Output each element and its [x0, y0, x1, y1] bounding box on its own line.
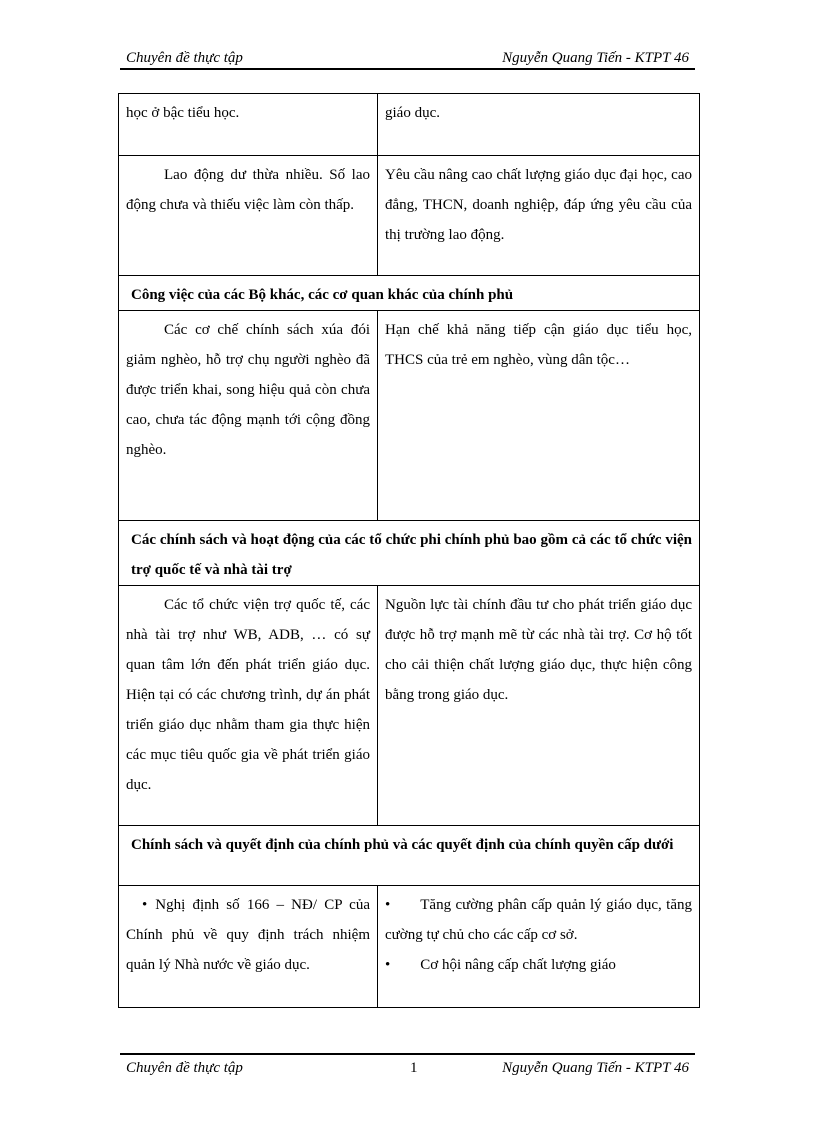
- section-heading: Công việc của các Bộ khác, các cơ quan khác của chính phủ: [119, 276, 700, 311]
- table-cell: Nguồn lực tài chính đầu tư cho phát triển giáo dục được hỗ trợ mạnh mẽ từ các nhà tài trợ. Cơ hộ tốt cho cải thiện chất lượng giáo dục, thực hiện công bằng trong giáo dục.: [378, 586, 700, 826]
- bullet-icon: •: [385, 957, 391, 973]
- section-heading-row: [119, 521, 700, 586]
- table-cell: giáo dục.: [378, 94, 700, 156]
- table-row: [119, 156, 700, 276]
- page-header: [120, 48, 695, 70]
- footer-right-text: Nguyễn Quang Tiến - KTPT 46: [502, 1060, 689, 1076]
- list-item: [385, 950, 692, 980]
- table-cell: học ở bậc tiểu học.: [119, 94, 378, 156]
- bullet-icon: •: [385, 897, 391, 913]
- list-item: [385, 890, 692, 950]
- table-cell: Lao động dư thừa nhiều. Số lao động chưa và thiếu việc làm còn thấp.: [119, 156, 378, 276]
- table-cell: [119, 886, 378, 1008]
- table-row: [119, 586, 700, 826]
- header-left-text: Chuyên đề thực tập: [126, 50, 243, 66]
- header-right-text: Nguyễn Quang Tiến - KTPT 46: [502, 50, 689, 66]
- section-heading-row: [119, 276, 700, 311]
- section-heading: Các chính sách và hoạt động của các tổ chức phi chính phủ bao gồm cả các tổ chức viện trợ quốc tế và nhà tài trợ: [119, 521, 700, 586]
- list-item-text: Tăng cường phân cấp quản lý giáo dục, tăng cường tự chủ cho các cấp cơ sở.: [385, 897, 692, 943]
- page-footer: [120, 1053, 695, 1081]
- section-heading-row: [119, 826, 700, 886]
- table-cell: Các tổ chức viện trợ quốc tế, các nhà tài trợ như WB, ADB, … có sự quan tâm lớn đến phát triển giáo dục. Hiện tại có các chương trình, dự án phát triển giáo dục nhằm tham gia thực hiện các mục tiêu quốc gia về phát triển giáo dục.: [119, 586, 378, 826]
- table-cell: [378, 886, 700, 1008]
- list-item-text: Nghị định số 166 – NĐ/ CP của Chính phủ về quy định trách nhiệm quản lý Nhà nước về giáo dục.: [126, 897, 370, 973]
- table-row: [119, 886, 700, 1008]
- table-row: [119, 94, 700, 156]
- table-cell: Hạn chế khả năng tiếp cận giáo dục tiểu học, THCS của trẻ em nghèo, vùng dân tộc…: [378, 311, 700, 521]
- analysis-table: [118, 93, 700, 1008]
- section-heading: Chính sách và quyết định của chính phủ và các quyết định của chính quyền cấp dưới: [119, 826, 700, 886]
- table-row: [119, 311, 700, 521]
- table-cell: Yêu cầu nâng cao chất lượng giáo dục đại học, cao đẳng, THCN, doanh nghiệp, đáp ứng yêu cầu của thị trường lao động.: [378, 156, 700, 276]
- table-cell: Các cơ chế chính sách xúa đói giảm nghèo, hỗ trợ chụ người nghèo đã được triển khai, song hiệu quả còn chưa cao, chưa tác động mạnh tới cộng đồng nghèo.: [119, 311, 378, 521]
- list-item-text: Cơ hội nâng cấp chất lượng giáo: [420, 957, 616, 973]
- footer-left-text: Chuyên đề thực tập: [126, 1060, 243, 1076]
- page-number: 1: [410, 1060, 418, 1076]
- bullet-icon: •: [142, 897, 148, 913]
